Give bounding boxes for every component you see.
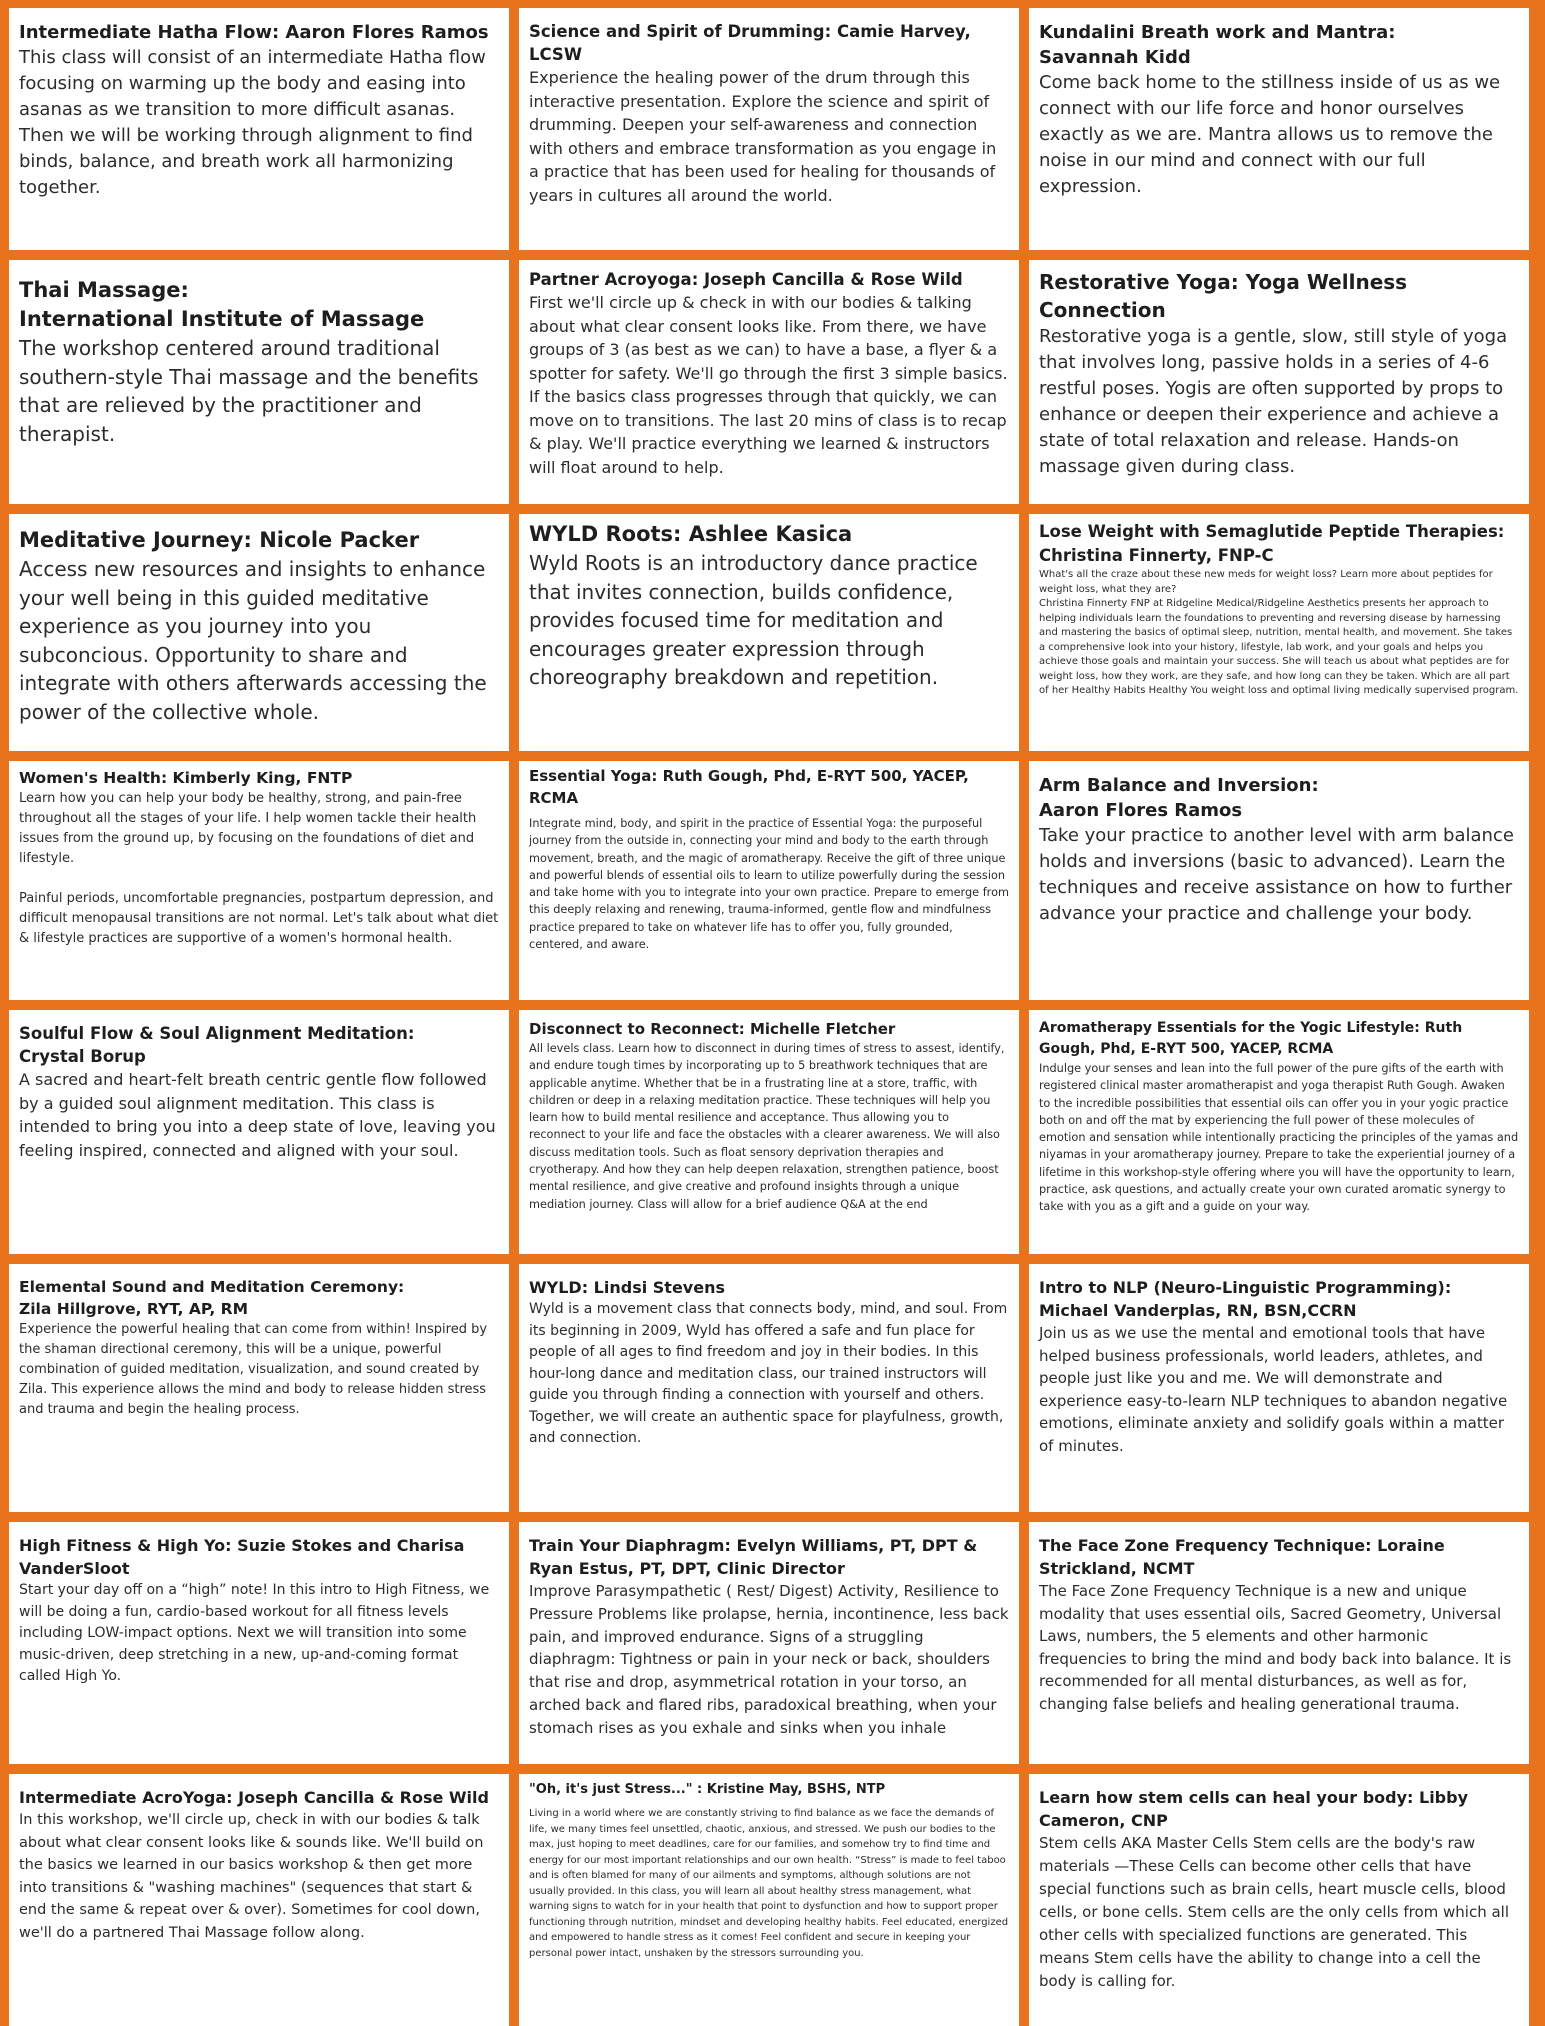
card-description: Learn how you can help your body be healthy, strong, and pain-free throughout all the stages of your life. I help women tackle their health issues from the ground up, by focusing on the foundations of diet and lifestyle. Painful periods, uncomfortable pregnancies, postpartum depression, and difficult menopausal transitions are not normal. Let's talk about what diet & lifestyle practices are supportive of a women's hormonal health. <box>19 791 499 946</box>
workshop-card-semaglutide <box>1029 514 1529 751</box>
workshop-card-face-zone <box>1029 1522 1529 1764</box>
card-title: Meditative Journey: Nicole Packer <box>19 528 420 552</box>
workshop-card-high-fitness <box>9 1522 509 1764</box>
card-title: Aromatherapy Essentials for the Yogic Lifestyle: Ruth Gough, Phd, E-RYT 500, YACEP, RCMA <box>1039 1020 1463 1057</box>
workshop-card-diaphragm <box>519 1522 1019 1764</box>
card-description: First we'll circle up & check in with our bodies & talking about what clear consent looks like. From there, we have groups of 3 (as best as we can) to have a base, a flyer & a spotter for safety. We'll go through the first 3 simple basics. If the basics class progresses through that quickly, we can move on to transitions. The last 20 mins of class is to recap & play. We'll practice everything we learned & instructors will float around to help. <box>529 293 1008 477</box>
workshop-card-arm-balance <box>1029 761 1529 1000</box>
workshop-card-partner-acroyoga <box>519 260 1019 504</box>
card-description: Living in a world where we are constantly striving to find balance as we face the demands of life, we many times feel unsettled, chaotic, anxious, and stressed. We push our bodies to the max, just hoping to meet deadlines, care for our families, and somehow try to find time and energy for our most important relationships and our own health. “Stress” is made to feel taboo and is often blamed for many of our ailments and symptoms, although solutions are not usually provided. In this class, you will learn all about healthy stress management, what warning signs to watch for in your health that point to dysfunction and how to support proper functioning through nutrition, mindset and developing healthy habits. Feel educated, energized and empowered to handle stress as it comes! Feel confident and secure in keeping your personal power intact, unshaken by the stressors surrounding you. <box>529 1808 1009 1959</box>
workshop-card-intermediate-acroyoga <box>9 1774 509 2026</box>
card-title: Science and Spirit of Drumming: Camie Harvey, LCSW <box>529 22 971 64</box>
workshop-card-elemental-sound <box>9 1264 509 1512</box>
workshop-card-soulful-flow <box>9 1010 509 1254</box>
card-description: Take your practice to another level with arm balance holds and inversions (basic to advanced). Learn the techniques and receive assistance on how to further advance your practice and challenge your body. <box>1039 825 1514 924</box>
workshop-card-restorative-yoga <box>1029 260 1529 504</box>
card-description: Integrate mind, body, and spirit in the practice of Essential Yoga: the purposeful journey from the outside in, connecting your mind and body to the earth through movement, breath, and the magic of aromatherapy. Receive the gift of three unique and powerful blends of essential oils to learn to utilize powerfully during the session and take home with you to integrate into your own practice. Prepare to emerge from this deeply relaxing and renewing, trauma-informed, gentle flow and mindfulness practice prepared to take on whatever life has to offer you, fully grounded, centered, and aware. <box>529 817 1009 952</box>
card-title: Women's Health: Kimberly King, FNTP <box>19 769 353 787</box>
card-description: Start your day off on a “high” note! In this intro to High Fitness, we will be doing a fun, cardio-based workout for all fitness levels including LOW-impact options. Next we will transition into some music-driven, deep stretching in a new, up-and-coming format called High Yo. <box>19 1582 490 1684</box>
workshop-card-meditative-journey <box>9 514 509 751</box>
workshop-card-womens-health <box>9 761 509 1000</box>
card-description: This class will consist of an intermediate Hatha flow focusing on warming up the body and easing into asanas as we transition to more difficult asanas. Then we will be working through alignment to find binds, balance, and breath work all harmonizing together. <box>19 47 486 198</box>
card-description: The Face Zone Frequency Technique is a new and unique modality that uses essential oils, Sacred Geometry, Universal Laws, numbers, the 5 elements and other harmonic frequencies to bring the mind and body back into balance. It is recommended for all mental disturbances, as well as for, changing false beliefs and healing generational trauma. <box>1039 1582 1512 1713</box>
workshop-card-disconnect-reconnect <box>519 1010 1019 1254</box>
workshop-card-drumming <box>519 8 1019 250</box>
card-description: Experience the healing power of the drum through this interactive presentation. Explore the science and spirit of drumming. Deepen your self-awareness and connection with others and embrace transformation as you engage in a practice that has been used for healing for thousands of years in cultures all around the world. <box>529 68 997 205</box>
card-title: Disconnect to Reconnect: Michelle Fletcher <box>529 1020 896 1038</box>
card-title: Intermediate AcroYoga: Joseph Cancilla & Rose Wild <box>19 1788 489 1807</box>
card-description: Improve Parasympathetic ( Rest/ Digest) Activity, Resilience to Pressure Problems like prolapse, hernia, incontinence, less back pain, and improved endurance. Signs of a struggling diaphragm: Tightness or pain in your neck or back, shoulders that rise and drop, asymmetrical rotation in your torso, an arched back and flared ribs, paradoxical breathing, when your stomach rises as you exhale and sinks when you inhale <box>529 1582 1009 1737</box>
workshop-card-thai-massage <box>9 260 509 504</box>
workshop-card-just-stress <box>519 1774 1019 2026</box>
card-title: Soulful Flow & Soul Alignment Meditation: Crystal Borup <box>19 1024 415 1066</box>
card-description: A sacred and heart-felt breath centric gentle flow followed by a guided soul alignment meditation. This class is intended to bring you into a deep state of love, leaving you feeling inspired, connected and aligned with your soul. <box>19 1070 496 1160</box>
card-title: WYLD Roots: Ashlee Kasica <box>529 522 853 546</box>
workshop-card-stem-cells <box>1029 1774 1529 2026</box>
card-description: In this workshop, we'll circle up, check in with our bodies & talk about what clear consent looks like & sounds like. We'll build on the basics we learned in our basics workshop & then get more into transitions & "washing machines" (sequences that start & end the same & repeat over & over). Sometimes for cool down, we'll do a partnered Thai Massage follow along. <box>19 1812 484 1941</box>
workshop-card-wyld <box>519 1264 1019 1512</box>
card-title: Elemental Sound and Meditation Ceremony: Zila Hillgrove, RYT, AP, RM <box>19 1278 405 1318</box>
workshop-card-intro-nlp <box>1029 1264 1529 1512</box>
card-title: Train Your Diaphragm: Evelyn Williams, PT, DPT & Ryan Estus, PT, DPT, Clinic Director <box>529 1536 978 1578</box>
card-title: Restorative Yoga: Yoga Wellness Connection <box>1039 270 1408 322</box>
card-title: Intro to NLP (Neuro-Linguistic Programming): Michael Vanderplas, RN, BSN,CCRN <box>1039 1278 1452 1320</box>
card-title: The Face Zone Frequency Technique: Loraine Strickland, NCMT <box>1039 1536 1445 1578</box>
card-title: Partner Acroyoga: Joseph Cancilla & Rose Wild <box>529 270 963 289</box>
card-title: Intermediate Hatha Flow: Aaron Flores Ramos <box>19 22 489 43</box>
card-description: Indulge your senses and lean into the full power of the pure gifts of the earth with registered clinical master aromatherapist and yoga therapist Ruth Gough. Awaken to the incredible possibilities that essential oils can offer you in your yogic practice both on and off the mat by experiencing the full power of these molecules of emotion and sensation while intentionally practicing the principles of the yamas and niyamas in your aromatherapy journey. Prepare to take the experiential journey of a lifetime in this workshop-style offering where you will have the opportunity to learn, practice, ask questions, and actually create your own curated aromatic synergy to take with you as a gift and a guide on your way. <box>1039 1062 1519 1214</box>
card-description: Stem cells AKA Master Cells Stem cells are the body's raw materials —These Cells can become other cells that have special functions such as brain cells, heart muscle cells, blood cells, or bone cells. Stem cells are the only cells from which all other cells with specialized functions are generated. This means Stem cells have the ability to change into a cell the body is calling for. <box>1039 1834 1510 1990</box>
card-description: Wyld Roots is an introductory dance practice that invites connection, builds confidence, provides focused time for meditation and encourages greater expression through choreography breakdown and repetition. <box>529 551 978 689</box>
card-title: Essential Yoga: Ruth Gough, Phd, E-RYT 500, YACEP, RCMA <box>529 767 969 807</box>
workshop-card-kundalini <box>1029 8 1529 250</box>
card-description: Come back home to the stillness inside of us as we connect with our life force and honor ourselves exactly as we are. Mantra allows us to remove the noise in our mind and connect with our full expression. <box>1039 72 1501 197</box>
card-title: "Oh, it's just Stress..." : Kristine May, BSHS, NTP <box>529 1782 886 1797</box>
card-description: Wyld is a movement class that connects body, mind, and soul. From its beginning in 2009, Wyld has offered a safe and fun place for people of all ages to find freedom and joy in their bodies. In this hour-long dance and meditation class, our trained instructors will guide you through finding a connection with yourself and others. Together, we will create an authentic space for playfulness, growth, and connection. <box>529 1301 1008 1446</box>
card-description: Experience the powerful healing that can come from within! Inspired by the shaman directional ceremony, this will be a unique, powerful combination of guided meditation, visualization, and sound created by Zila. This experience allows the mind and body to release hidden stress and trauma and begin the healing process. <box>19 1322 488 1417</box>
card-description: Join us as we use the mental and emotional tools that have helped business professionals, world leaders, athletes, and people just like you and me. We will demonstrate and experience easy-to-learn NLP techniques to abandon negative emotions, eliminate anxiety and solidify goals within a matter of minutes. <box>1039 1324 1508 1455</box>
card-title: Learn how stem cells can heal your body: Libby Cameron, CNP <box>1039 1788 1469 1830</box>
card-description: Access new resources and insights to enhance your well being in this guided meditative experience as you journey into you subconcious. Opportunity to share and integrate with others afterwards accessing the power of the collective whole. <box>19 557 487 724</box>
workshop-card-essential-yoga <box>519 761 1019 1000</box>
card-description: What's all the craze about these new meds for weight loss? Learn more about peptides for weight loss, what they are? Christina Finnerty FNP at Ridgeline Medical/Ridgeline Aesthetics presents her approach to helping individuals learn the foundations to preventing and reversing disease by harnessing and mastering the basics of optimal sleep, nutrition, mental health, and movement. She takes a comprehensive look into your history, lifestyle, lab work, and your goals and helps you achieve those goals and maintain your success. She will teach us about what peptides are for weight loss, how they work, are they safe, and how long can they be taken. Which are all part of her Healthy Habits Healthy You weight loss and optimal living medically supervised program. <box>1039 569 1519 696</box>
card-title: Kundalini Breath work and Mantra: Savannah Kidd <box>1039 22 1396 68</box>
workshop-card-hatha-flow <box>9 8 509 250</box>
workshop-card-aromatherapy <box>1029 1010 1529 1254</box>
workshop-card-wyld-roots <box>519 514 1019 751</box>
card-description: The workshop centered around traditional southern-style Thai massage and the benefits that are relieved by the practitioner and therapist. <box>19 336 479 446</box>
card-description: All levels class. Learn how to disconnect in during times of stress to assest, identify, and endure tough times by incorporating up to 5 breathwork techniques that are applicable anytime. Whether that be in a frustrating line at a store, traffic, with children or deep in a relaxing meditation practice. These techniques will help you learn how to build mental resilience and acceptance. Thus allowing you to reconnect to your life and face the obstacles with a clearer awareness. We will also discuss meditation tools. Such as float sensory deprivation therapies and cryotherapy. And how they can help deepen relaxation, strengthen patience, boost mental resilience, and give creative and profound insights through a unique mediation journey. Class will allow for a brief audience Q&A at the end <box>529 1042 1005 1211</box>
card-title: High Fitness & High Yo: Suzie Stokes and Charisa VanderSloot <box>19 1536 465 1578</box>
card-title: Thai Massage: International Institute of Massage <box>19 278 425 331</box>
card-title: WYLD: Lindsi Stevens <box>529 1278 725 1297</box>
card-title: Arm Balance and Inversion: Aaron Flores Ramos <box>1039 775 1319 821</box>
card-description: Restorative yoga is a gentle, slow, still style of yoga that involves long, passive holds in a series of 4-6 restful poses. Yogis are often supported by props to enhance or deepen their experience and achieve a state of total relaxation and release. Hands-on massage given during class. <box>1039 326 1508 477</box>
card-title: Lose Weight with Semaglutide Peptide Therapies: Christina Finnerty, FNP-C <box>1039 522 1505 565</box>
